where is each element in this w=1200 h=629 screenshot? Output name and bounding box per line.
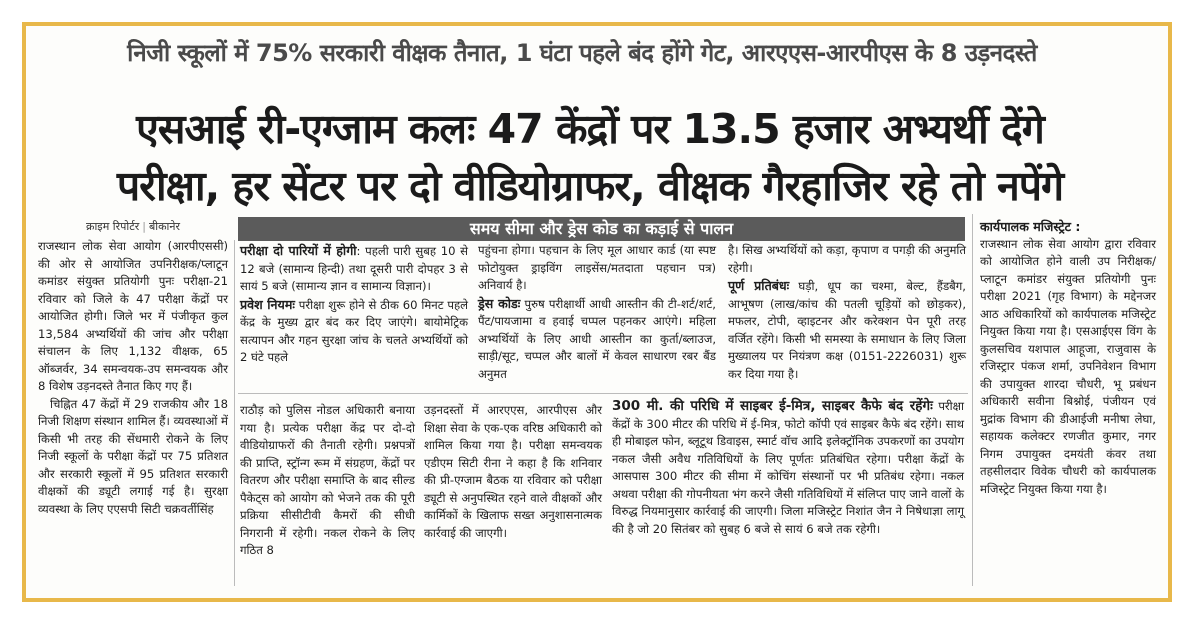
paragraph: चिह्नित 47 केंद्रों में 29 राजकीय और 18 निजी शिक्षण संस्थान शामिल हैं। व्यवस्थाओं में किसी भी तरह की सेंधमारी रोकने के लिए निजी स्कूलों के परीक्षा केंद्रों पर 75 प्रतिशत और सरकारी स्कूलों में 95 प्रतिशत सरकारी वीक्षकों की ड्यूटी लगाई गई है। सुरक्षा व्यवस्था के लिए एएसपी सिटी चक्रवर्तीसिंह [38,396,228,516]
column-2-lower [240,402,415,560]
byline-place: बीकानेर [148,220,181,233]
byline-reporter: क्राइम रिपोर्टर [86,220,140,233]
paragraph: राजस्थान लोक सेवा आयोग (आरपीएससी) की ओर से आयोजित उपनिरीक्षक/प्लाटून कमांडर संयुक्त प्रतियोगी पुनः परीक्षा-21 रविवार को जिले के 47 परीक्षा केंद्रों पर आयोजित होगी। जिले भर में पंजीकृत कुल 13,584 अभ्यर्थियों की जांच और परीक्षा संचालन के लिए 1,132 वीक्षक, 65 ऑब्जर्वर, 34 समन्वयक-उप समन्वयक और 8 विशेष उड़नदस्ते तैनात किए गए हैं। [38,239,228,393]
paragraph: घड़ी, धूप का चश्मा, बेल्ट, हैंडबैग, आभूषण (लाख/कांच की पतली चूड़ियों को छोड़कर), मफलर, टोपी, व्हाइटनर और करेक्शन पेन पूरी तरह वर्जित रहेंगे। किसी भी समस्या के समाधान के लिए जिला मुख्यालय पर नियंत्रण कक्ष (0151-2226031) शुरू कर दिया गया है। [728,279,966,381]
subhead-full-ban: पूर्ण प्रतिबंधः [728,278,790,293]
column-5 [980,218,1156,498]
subhead-executive-magistrate: कार्यपालक मजिस्ट्रेट : [980,219,1081,234]
paragraph: राठौड़ को पुलिस नोडल अधिकारी बनाया गया है। प्रत्येक परीक्षा केंद्र पर दो-दो वीडियोग्राफरों की तैनाती रहेगी। प्रश्नपत्रों की प्राप्ति, स्ट्रॉन्ग रूम में संग्रहण, केंद्रों पर वितरण और परीक्षा समाप्ति के बाद सील्ड पैकेट्स को आयोग को भेजने तक की पूरी प्रक्रिया सीसीटीवी कैमरों की सीधी निगरानी में रहेगी। नकल रोकने के लिए गठित 8 [240,403,415,557]
subhead-dress-code: ड्रेस कोडः [478,295,521,311]
column-3-lower [424,402,602,542]
paragraph: : पहली पारी सुबह 10 से 12 बजे (सामान्य हिन्दी) तथा दूसरी पारी दोपहर 3 से सायं 5 बजे (सामान्य ज्ञान व सामान्य विज्ञान)। [240,244,468,293]
section-banner: समय सीमा और ड्रेस कोड का कड़ाई से पालन [238,217,965,241]
paragraph: परीक्षा शुरू होने से ठीक 60 मिनट पहले केंद्र के मुख्य द्वार बंद कर दिए जाएंगे। बायोमेट्रिक सत्यापन और गहन सुरक्षा जांच के चलते अभ्यर्थियों को 2 घंटे पहले [240,297,469,364]
column-3 [478,242,716,383]
paragraph: पुरुष परीक्षार्थी आधी आस्तीन की टी-शर्ट/शर्ट, पैंट/पायजामा व हवाई चप्पल पहनकर आएंगे। महिला अभ्यर्थियों के लिए आधी आस्तीन का कुर्ता/ब्लाउज, साड़ी/सूट, चप्पल और बालों में केवल साधारण रबर बैंड अनुमत [478,296,716,381]
main-headline-line-1: एसआई री-एग्जाम कलः 47 केंद्रों पर 13.5 हजार अभ्यर्थी देंगे [136,105,1044,153]
paragraph: परीक्षा केंद्रों के 300 मीटर की परिधि में ई-मित्र, फोटो कॉपी एवं साइबर कैफे बंद रहेंगे। साथ ही मोबाइल फोन, ब्लूटूथ डिवाइस, स्मार्ट वॉच आदि इलेक्ट्रॉनिक उपकरणों का उपयोग नकल जैसी अवैध गतिविधियों के लिए पूर्णतः प्रतिबंधित रहेगा। परीक्षा केंद्रों के आसपास 300 मीटर की सीमा में कोचिंग संस्थानों पर भी प्रतिबंध रहेगा। नकल अथवा परीक्षा की गोपनीयता भंग करने जैसी गतिविधियों में संलिप्त पाए जाने वालों के विरुद्ध नियमानुसार कार्रवाई की जाएगी। जिला मजिस्ट्रेट निशांत जैन ने निषेधाज्ञा लागू की है जो 20 सितंबर को सुबह 6 बजे से सायं 6 बजे तक रहेगी। [612,399,964,536]
column-2 [240,242,468,367]
subhead-entry-rules: प्रवेश नियमः [240,296,295,312]
main-headline-line-2: परीक्षा, हर सेंटर पर दो वीडियोग्राफर, वीक्षक गैरहाजिर रहे तो नपेंगे [116,162,1064,210]
column-divider [972,214,973,586]
column-4-lower [612,398,964,538]
subhead-exam-shifts: परीक्षा दो पारियों में होगी [240,243,357,258]
paragraph: राजस्थान लोक सेवा आयोग द्वारा रविवार को आयोजित होने वाली उप निरीक्षक/प्लाटून कमांडर संयुक्त प्रतियोगी पुनः परीक्षा 2021 (गृह विभाग) के मद्देनजर आठ अधिकारियों को कार्यपालक मजिस्ट्रेट नियुक्त किया गया है। एसआईएस विंग के कुलसचिव यशपाल आहूजा, राजुवास के रजिस्ट्रार पंकज शर्मा, उपनिवेशन विभाग की उपायुक्त शारदा चौधरी, भू प्रबंधन अधिकारी सवीना बिश्नोई, पंजीयन एवं मुद्रांक विभाग की डीआईजी मनीषा लेघा, सहायक कलेक्टर रणजीत कुमार, नगर निगम उपायुक्त दमयंती कंवर तथा तहसीलदार विवेक चौधरी को कार्यपालक मजिस्ट्रेट नियुक्त किया गया है। [980,236,1156,496]
kicker-headline: निजी स्कूलों में 75% सरकारी वीक्षक तैनात, 1 घंटा पहले बंद होंगे गेट, आरएएस-आरपीएस के 8 उड़नदस्ते [127,39,1037,67]
byline: क्राइम रिपोर्टर | बीकानेर [86,220,181,233]
column-1 [38,238,228,518]
paragraph: पहुंचना होगा। पहचान के लिए मूल आधार कार्ड (या स्पष्ट फोटोयुक्त ड्राइविंग लाइसेंस/मतदाता पहचान पत्र) अनिवार्य है। [478,243,716,292]
subhead-cyber-cafe: 300 मी. की परिधि में साइबर ई-मित्र, साइबर कैफे बंद रहेंगेः [612,398,933,414]
paragraph: उड़नदस्तों में आरएएस, आरपीएस और शिक्षा सेवा के एक-एक वरिष्ठ अधिकारी को शामिल किया गया है। परीक्षा समन्वयक एडीएम सिटी रीना ने कहा है कि शनिवार की प्री-एग्जाम बैठक या रविवार को परीक्षा ड्यूटी से अनुपस्थित रहने वाले वीक्षकों और कार्मिकों के खिलाफ सख्त अनुशासनात्मक कार्रवाई की जाएगी। [424,403,602,540]
divider [238,393,968,394]
paragraph: है। सिख अभ्यर्थियों को कड़ा, कृपाण व पगड़ी की अनुमति रहेगी। [728,243,966,275]
column-4 [728,242,966,383]
column-divider [234,240,235,586]
